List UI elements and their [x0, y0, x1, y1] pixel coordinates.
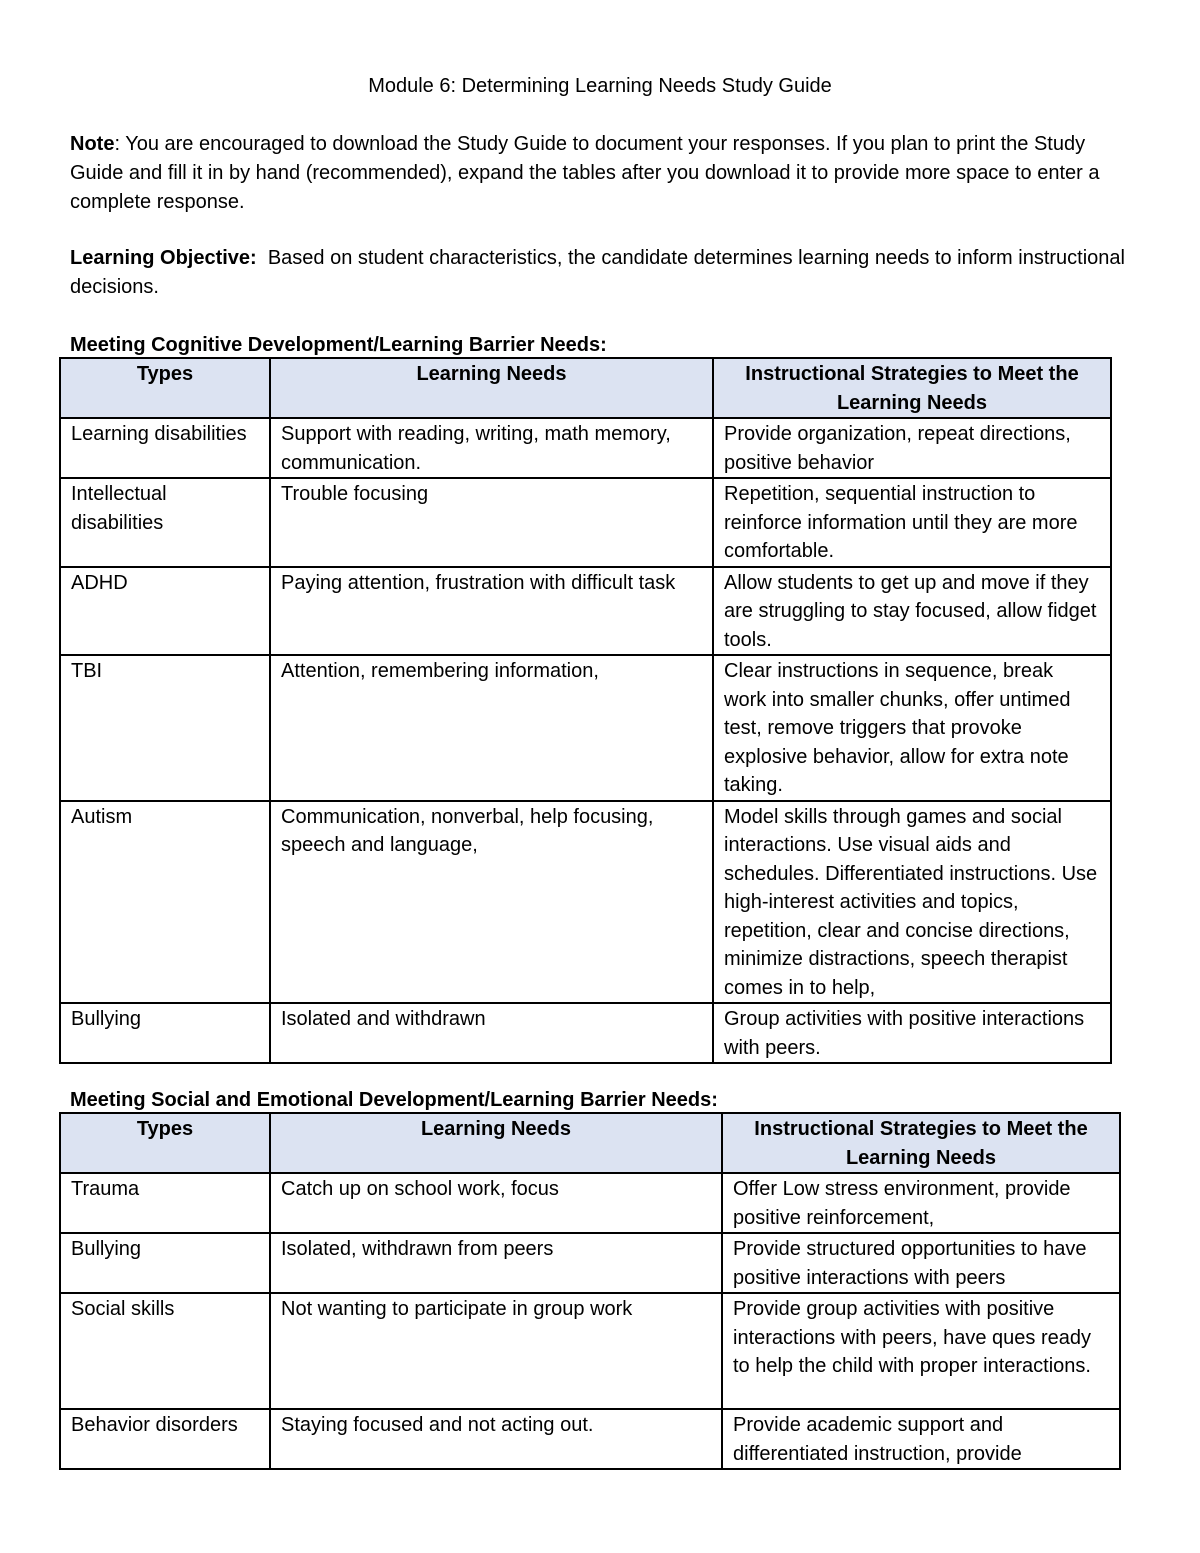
cell-type: ADHD — [60, 567, 270, 656]
cell-learning-needs: Isolated, withdrawn from peers — [270, 1233, 722, 1293]
cell-type: Bullying — [60, 1233, 270, 1293]
cell-strategies: Clear instructions in sequence, break work into smaller chunks, offer untimed test, remove triggers that provoke explosive behavior, allow for extra note taking. — [713, 655, 1111, 801]
table-row — [60, 1409, 1120, 1469]
cell-type: Autism — [60, 801, 270, 1004]
cognitive-table — [59, 357, 1112, 1064]
cell-strategies: Allow students to get up and move if they are struggling to stay focused, allow fidget tools. — [713, 567, 1111, 656]
cell-type: Trauma — [60, 1173, 270, 1233]
objective-label: Learning Objective: — [70, 247, 257, 269]
table-row — [60, 1003, 1111, 1063]
cognitive-section-heading: Meeting Cognitive Development/Learning Barrier Needs: — [70, 334, 607, 356]
cell-strategies: Provide group activities with positive interactions with peers, have ques ready to help the child with proper interactions. — [722, 1293, 1120, 1409]
cell-strategies: Provide organization, repeat directions, positive behavior — [713, 418, 1111, 478]
cell-learning-needs: Attention, remembering information, — [270, 655, 713, 801]
header-types: Types — [60, 1113, 270, 1173]
cell-strategies: Group activities with positive interactions with peers. — [713, 1003, 1111, 1063]
cell-strategies: Repetition, sequential instruction to reinforce information until they are more comfortable. — [713, 478, 1111, 567]
cell-learning-needs: Support with reading, writing, math memory, communication. — [270, 418, 713, 478]
header-strategies: Instructional Strategies to Meet the Learning Needs — [713, 358, 1111, 418]
cell-type: Intellectual disabilities — [60, 478, 270, 567]
cell-type: Social skills — [60, 1293, 270, 1409]
cell-learning-needs: Communication, nonverbal, help focusing, speech and language, — [270, 801, 713, 1004]
header-types: Types — [60, 358, 270, 418]
page-title: Module 6: Determining Learning Needs Study Guide — [368, 75, 832, 97]
cell-learning-needs: Trouble focusing — [270, 478, 713, 567]
table-row — [60, 478, 1111, 567]
cell-learning-needs: Isolated and withdrawn — [270, 1003, 713, 1063]
header-strategies: Instructional Strategies to Meet the Learning Needs — [722, 1113, 1120, 1173]
cell-learning-needs: Catch up on school work, focus — [270, 1173, 722, 1233]
header-learning-needs: Learning Needs — [270, 1113, 722, 1173]
table-row — [60, 567, 1111, 656]
cell-strategies: Offer Low stress environment, provide positive reinforcement, — [722, 1173, 1120, 1233]
cell-type: Bullying — [60, 1003, 270, 1063]
table-header-row — [60, 358, 1111, 418]
cell-learning-needs: Staying focused and not acting out. — [270, 1409, 722, 1469]
table-row — [60, 1233, 1120, 1293]
note-text: : You are encouraged to download the Study Guide to document your responses. If you plan to print the Study Guide and fill it in by hand (recommended), expand the tables after you download it to provide more space to enter a complete response. — [70, 133, 1100, 213]
cell-type: Learning disabilities — [60, 418, 270, 478]
cell-learning-needs: Paying attention, frustration with difficult task — [270, 567, 713, 656]
cell-type: TBI — [60, 655, 270, 801]
note-label: Note — [70, 133, 115, 155]
cell-strategies: Provide structured opportunities to have positive interactions with peers — [722, 1233, 1120, 1293]
table-row — [60, 418, 1111, 478]
objective-paragraph — [70, 244, 1131, 302]
table-header-row — [60, 1113, 1120, 1173]
social-table — [59, 1112, 1121, 1470]
table-row — [60, 1173, 1120, 1233]
header-learning-needs: Learning Needs — [270, 358, 713, 418]
cell-strategies: Provide academic support and differentiated instruction, provide — [722, 1409, 1120, 1469]
cell-learning-needs: Not wanting to participate in group work — [270, 1293, 722, 1409]
objective-text: Based on student characteristics, the candidate determines learning needs to inform instructional decisions. — [70, 247, 1131, 298]
social-section-heading: Meeting Social and Emotional Development/Learning Barrier Needs: — [70, 1089, 718, 1111]
table-row — [60, 655, 1111, 801]
table-row — [60, 1293, 1120, 1409]
cell-type: Behavior disorders — [60, 1409, 270, 1469]
cell-strategies: Model skills through games and social interactions. Use visual aids and schedules. Differentiated instructions. Use high-interest activities and topics, repetition, clear and concise directions, minimize distractions, speech therapist comes in to help, — [713, 801, 1111, 1004]
table-row — [60, 801, 1111, 1004]
note-paragraph — [70, 130, 1125, 217]
